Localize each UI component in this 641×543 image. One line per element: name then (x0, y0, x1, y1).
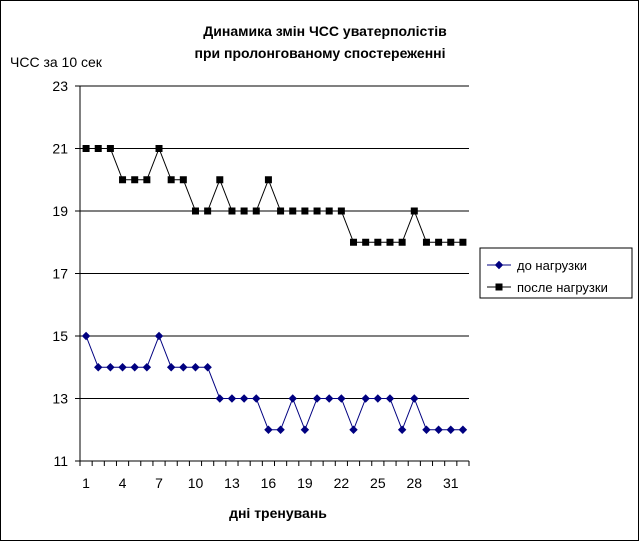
data-point (374, 395, 381, 402)
data-point (204, 364, 211, 371)
data-point (192, 364, 199, 371)
x-axis-label: дні тренувань (229, 505, 327, 521)
data-point (278, 208, 284, 214)
data-point (217, 177, 223, 183)
data-point (387, 239, 393, 245)
data-point (277, 426, 284, 433)
data-point (435, 426, 442, 433)
series-line-1 (86, 336, 463, 430)
data-point (351, 239, 357, 245)
data-point (205, 208, 211, 214)
data-point (448, 239, 454, 245)
data-point (386, 395, 393, 402)
data-point (180, 177, 186, 183)
data-point (168, 177, 174, 183)
data-point (362, 395, 369, 402)
data-point (253, 395, 260, 402)
y-axis-label: ЧСС за 10 сек (10, 54, 102, 70)
data-point (375, 239, 381, 245)
data-point (120, 177, 126, 183)
data-point (95, 146, 101, 152)
x-tick-label-1: 1 (82, 475, 90, 491)
x-tick-label-22: 22 (333, 475, 350, 491)
data-point (192, 208, 198, 214)
y-tick-label-23: 23 (52, 78, 68, 94)
data-point (156, 146, 162, 152)
data-point (302, 208, 308, 214)
x-tick-label-4: 4 (118, 475, 127, 491)
data-point (229, 208, 235, 214)
y-tick-label-11: 11 (53, 453, 68, 469)
data-point (459, 426, 466, 433)
x-tick-label-10: 10 (187, 475, 204, 491)
data-point (399, 239, 405, 245)
data-point (241, 395, 248, 402)
legend-label-1: до нагрузки (517, 258, 588, 273)
data-point (447, 426, 454, 433)
data-point (95, 364, 102, 371)
data-point (326, 395, 333, 402)
data-point (411, 208, 417, 214)
data-point (423, 239, 429, 245)
data-point (131, 364, 138, 371)
data-point (132, 177, 138, 183)
data-point (83, 146, 89, 152)
data-point (326, 208, 332, 214)
gridlines (80, 86, 469, 399)
data-point (314, 208, 320, 214)
x-tick-label-28: 28 (406, 475, 423, 491)
data-point (228, 395, 235, 402)
legend (480, 248, 632, 298)
chart-title-line2: при пролонгованому спостереженні (194, 45, 446, 61)
data-point (144, 177, 150, 183)
x-tick-label-25: 25 (370, 475, 386, 491)
data-point (314, 395, 321, 402)
data-point (423, 426, 430, 433)
data-point (107, 364, 114, 371)
x-tick-label-13: 13 (224, 475, 240, 491)
data-point (119, 364, 126, 371)
legend-label-2: после нагрузки (517, 280, 608, 295)
y-tick-label-21: 21 (52, 140, 68, 157)
y-tick-label-17: 17 (52, 265, 68, 282)
series-group (83, 146, 467, 434)
data-point (241, 208, 247, 214)
data-point (253, 208, 259, 214)
data-point (107, 146, 113, 152)
series-2 (83, 146, 466, 246)
data-point (265, 177, 271, 183)
series-1 (83, 333, 467, 434)
data-point (338, 395, 345, 402)
series-line-2 (86, 149, 463, 243)
x-tick-label-19: 19 (297, 475, 313, 491)
data-point (290, 208, 296, 214)
data-point (301, 426, 308, 433)
data-point (216, 395, 223, 402)
x-tick-label-7: 7 (155, 475, 163, 491)
tick-labels (52, 78, 458, 491)
y-tick-label-15: 15 (52, 328, 68, 344)
data-point (156, 333, 163, 340)
data-point (399, 426, 406, 433)
y-tick-label-19: 19 (52, 203, 68, 219)
data-point (168, 364, 175, 371)
chart-title-line1: Динамика змін ЧСС уватерполістів (203, 23, 447, 39)
data-point (350, 426, 357, 433)
data-point (460, 239, 466, 245)
data-point (143, 364, 150, 371)
data-point (289, 395, 296, 402)
data-point (83, 333, 90, 340)
data-point (338, 208, 344, 214)
x-tick-label-16: 16 (260, 475, 277, 491)
data-point (180, 364, 187, 371)
legend-marker-2 (496, 284, 502, 290)
y-tick-label-13: 13 (52, 390, 68, 407)
data-point (436, 239, 442, 245)
data-point (411, 395, 418, 402)
x-tick-label-31: 31 (442, 475, 459, 491)
data-point (265, 426, 272, 433)
data-point (363, 239, 369, 245)
